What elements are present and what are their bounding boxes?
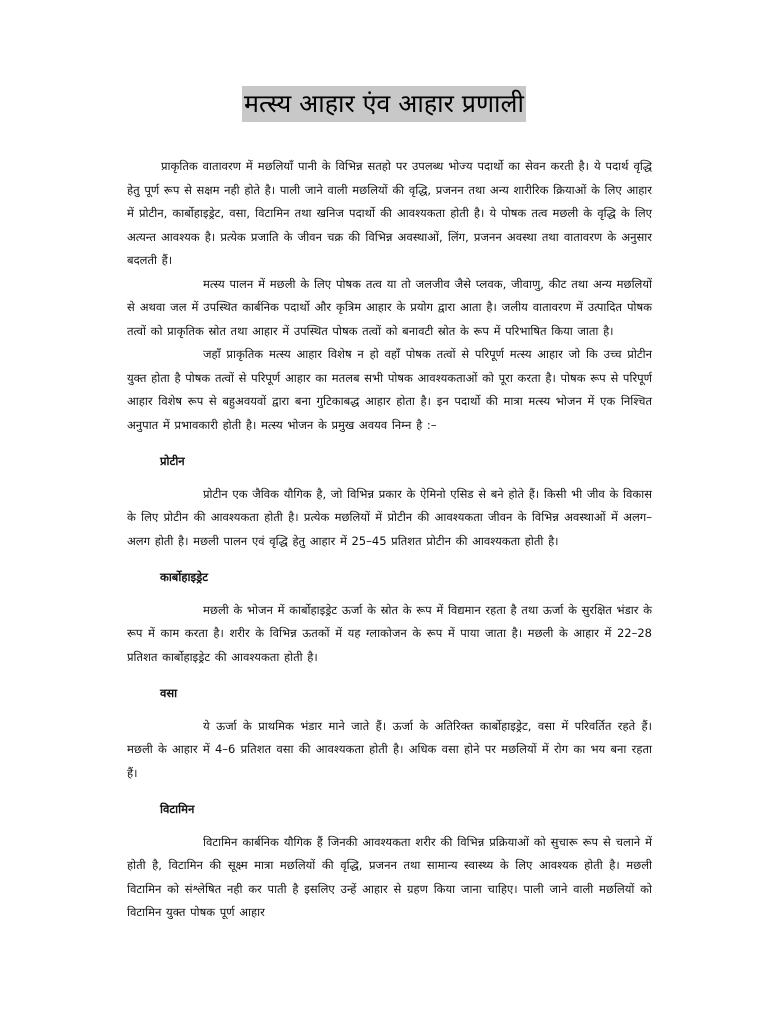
intro-paragraph-1: प्राकृतिक वातावरण में मछलियाँ पानी के विभिन्न सतहो पर उपलब्ध भोज्य पदार्थो का सेवन करती है। ये पदार्थ वृद्धि हेतु पूर्ण रूप से सक्षम नही होते है। पाली जाने वाली मछलियों की वृद्धि, प्रजनन तथा अन्य शारीरिक क्रियाओं के लिए आहार में प्रोटीन, कार्बोहाइड्रेट, वसा, विटामिन तथा खनिज पदार्थो की आवश्यकता होती है। ये पोषक तत्व मछली के वृद्धि के लिए अत्यन्त आवश्यक है। प्रत्येक प्रजाति के जीवन चक्र की विभिन्न अवस्थाओं, लिंग, प्रजनन अवस्था तथा वातावरण के अनुसार बदलती हैं।	[127, 159, 652, 267]
section-heading-protein: प्रोटीन	[160, 454, 185, 468]
document-body	[127, 155, 652, 925]
section-text-carbohydrate: मछली के भोजन में कार्बोहाइड्रेट ऊर्जा के स्रोत के रूप में विद्यमान रहता है तथा ऊर्जा के सुरक्षित भंडार के रूप में काम करता है। शरीर के विभिन्न ऊतकों में यह ग्लाकोजन के रूप में पाया जाता है। मछली के आहार में 22–28 प्रतिशत कार्बोहाइड्रेट की आवश्यकता होती है।	[127, 602, 652, 664]
section-text-protein: प्रोटीन एक जैविक यौगिक है, जो विभिन्न प्रकार के ऐमिनो एसिड से बने होते हैं। किसी भी जीव के विकास के लिए प्रोटीन की आवश्यकता होती है। प्रत्येक मछलियों में प्रोटीन की आवश्यकता जीवन के विभिन्न अवस्थाओं में अलग–अलग होती है। मछली पालन एवं वृद्धि हेतु आहार में 25–45 प्रतिशत प्रोटीन की आवश्यकता होती है।	[127, 486, 652, 548]
section-heading-fat: वसा	[160, 686, 178, 700]
section-heading-vitamin: विटामिन	[160, 802, 195, 816]
title-container	[0, 86, 768, 122]
intro-paragraph-2: मत्स्य पालन में मछली के लिए पोषक तत्व या तो जलजीव जैसे प्लवक, जीवाणु, कीट तथा अन्य मछलियों से अथवा जल में उपस्थित कार्बनिक पदार्थो और कृत्रिम आहार के प्रयोग द्वारा आता है। जलीय वातावरण में उत्पादित पोषक तत्वों को प्राकृतिक स्रोत तथा आहार में उपस्थित पोषक तत्वों को बनावटी स्रोत के रूप में परिभाषित किया जाता है।	[127, 276, 652, 338]
section-heading-carbohydrate: कार्बोहाइड्रेट	[160, 570, 209, 584]
section-text-vitamin: विटामिन कार्बनिक यौगिक हैं जिनकी आवश्यकता शरीर की विभिन्न प्रक्रियाओं को सुचारू रूप से चलाने में होती है, विटामिन की सूक्ष्म मात्रा मछलियों की वृद्धि, प्रजनन तथा सामान्य स्वास्थ्य के लिए आवश्यक होती है। मछली विटामिन को संश्लेषित नही कर पाती है इसलिए उन्हें आहार से ग्रहण किया जाना चाहिए। पाली जाने वाली मछलियों को विटामिन युक्त पोषक पूर्ण आहार	[127, 834, 652, 919]
intro-paragraph-3: जहाँ प्राकृतिक मत्स्य आहार विशेष न हो वहाँ पोषक तत्वों से परिपूर्ण मत्स्य आहार जो कि उच्च प्रोटीन युक्त होता है पोषक तत्वों से परिपूर्ण आहार का मतलब सभी पोषक आवश्यकताओं को पूरा करता है। पोषक रूप से परिपूर्ण आहार विशेष रूप से बहुअवयवों द्वारा बना गुटिकाबद्ध आहार होता है। इन पदार्थो की मात्रा मत्स्य भोजन में एक निश्चित अनुपात में प्रभावकारी होती है। मत्स्य भोजन के प्रमुख अवयव निम्न है :–	[127, 347, 652, 432]
section-text-fat: ये ऊर्जा के प्राथमिक भंडार माने जाते हैं। ऊर्जा के अतिरिक्त कार्बोहाइड्रेट, वसा में परिवर्तित रहते हैं। मछली के आहार में 4–6 प्रतिशत वसा की आवश्यकता होती है। अधिक वसा होने पर मछलियों में रोग का भय बना रहता हैं।	[127, 718, 652, 780]
document-title: मत्स्य आहार एंव आहार प्रणाली	[242, 86, 526, 122]
